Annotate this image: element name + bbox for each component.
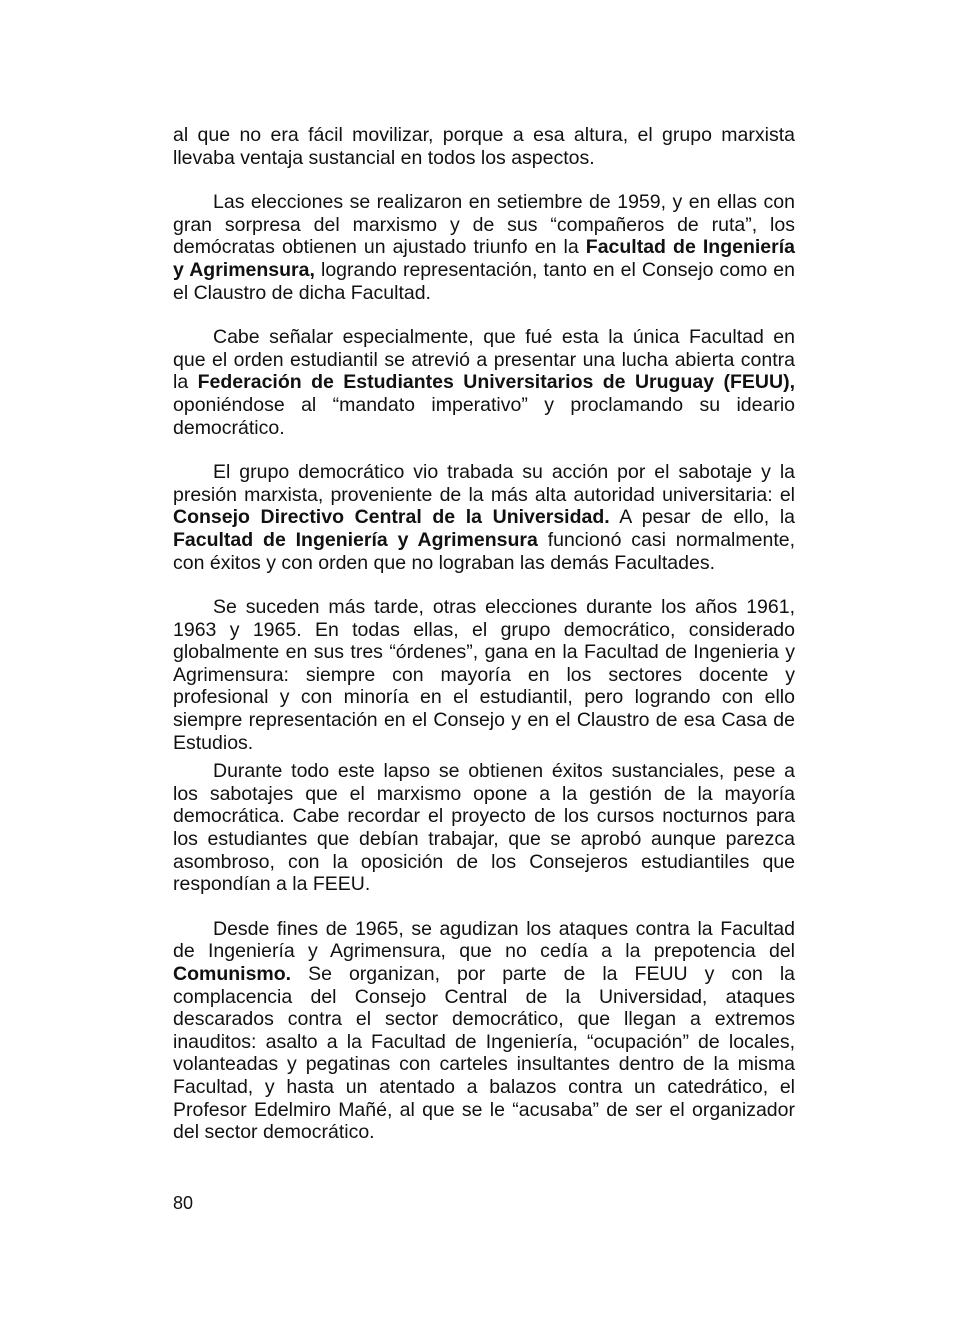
text-run: Durante todo este lapso se obtienen éxitos sustanciales, pese a los sabotajes que el marxismo opone a la gestión de la mayoría democrática. Cabe recordar el proyecto de los cursos nocturnos para los estudiantes que debían trabajar, que se aprobó aunque parezca asombroso, con la oposición de los Consejeros estudiantiles que respondían a la FEEU. [173, 760, 795, 896]
text-run: al que no era fácil movilizar, porque a esa altura, el grupo marxista llevaba ventaja sustancial en todos los aspectos. [173, 124, 795, 169]
text-run: Cabe señalar especialmente, que fué esta la única Facultad en que el orden estudiantil se atrevió a presentar una lucha abierta contra la [173, 326, 795, 394]
paragraph-1 [173, 124, 795, 169]
paragraph-3 [173, 326, 795, 439]
paragraph-7 [173, 918, 795, 1144]
text-run: Desde fines de 1965, se agudizan los ataques contra la Facultad de Ingeniería y Agrimensura, que no cedía a la prepotencia del [173, 917, 795, 963]
page-number: 80 [173, 1193, 194, 1213]
text-run: logrando representación, tanto en el Consejo como en el Claustro de dicha Facultad. [173, 258, 795, 304]
bold-text-run: Facultad de Ingeniería y Agrimensura, [173, 236, 795, 281]
bold-text-run: Federación de Estudiantes Universitarios de Uruguay (FEUU), [197, 371, 795, 394]
paragraph-6 [173, 760, 795, 896]
bold-text-run: Facultad de Ingeniería y Agrimensura [173, 528, 538, 551]
text-run: A pesar de ello, la [609, 506, 795, 529]
text-run: Se organizan, por parte de la FEUU y con la complacencia del Consejo Central de la Universidad, ataques descarados contra el sector democrático, que llegan a extremos inauditos: asalto a la Facultad de Ingeniería, “ocupación” de locales, volanteadas y pegatinas con carteles insultantes dentro de la misma Facultad, y hasta un atentado a balazos contra un catedrático, el Profesor Edelmiro Mañé, al que se le “acusaba” de ser el organizador del sector democrático. [173, 963, 795, 1144]
paragraph-2 [173, 191, 795, 304]
paragraph-4 [173, 461, 795, 574]
bold-text-run: Comunismo. [173, 963, 292, 985]
text-run: El grupo democrático vio trabada su acción por el sabotaje y la presión marxista, proveniente de la más alta autoridad universitaria: el [173, 461, 795, 506]
bold-text-run: Consejo Directivo Central de la Universidad. [173, 506, 610, 529]
text-run: oponiéndose al “mandato imperativo” y proclamando su ideario democrático. [173, 393, 795, 439]
paragraph-5 [173, 596, 795, 754]
text-run: funcionó casi normalmente, con éxitos y con orden que no lograban las demás Facultades. [173, 528, 796, 574]
body-text [173, 124, 795, 1144]
text-run: Se suceden más tarde, otras elecciones durante los años 1961, 1963 y 1965. En todas ellas, el grupo democrático, considerado globalmente en sus tres “órdenes”, gana en la Facultad de Ingenieria y Agrimensura: siempre con mayoría en los sectores docente y profesional y con minoría en el estudiantil, pero logrando con ello siempre representación en el Consejo y en el Claustro de esa Casa de Estudios. [173, 596, 795, 754]
text-run: Las elecciones se realizaron en setiembre de 1959, y en ellas con gran sorpresa del marxismo y de sus “compañeros de ruta”, los demócratas obtienen un ajustado triunfo en la [173, 191, 795, 259]
